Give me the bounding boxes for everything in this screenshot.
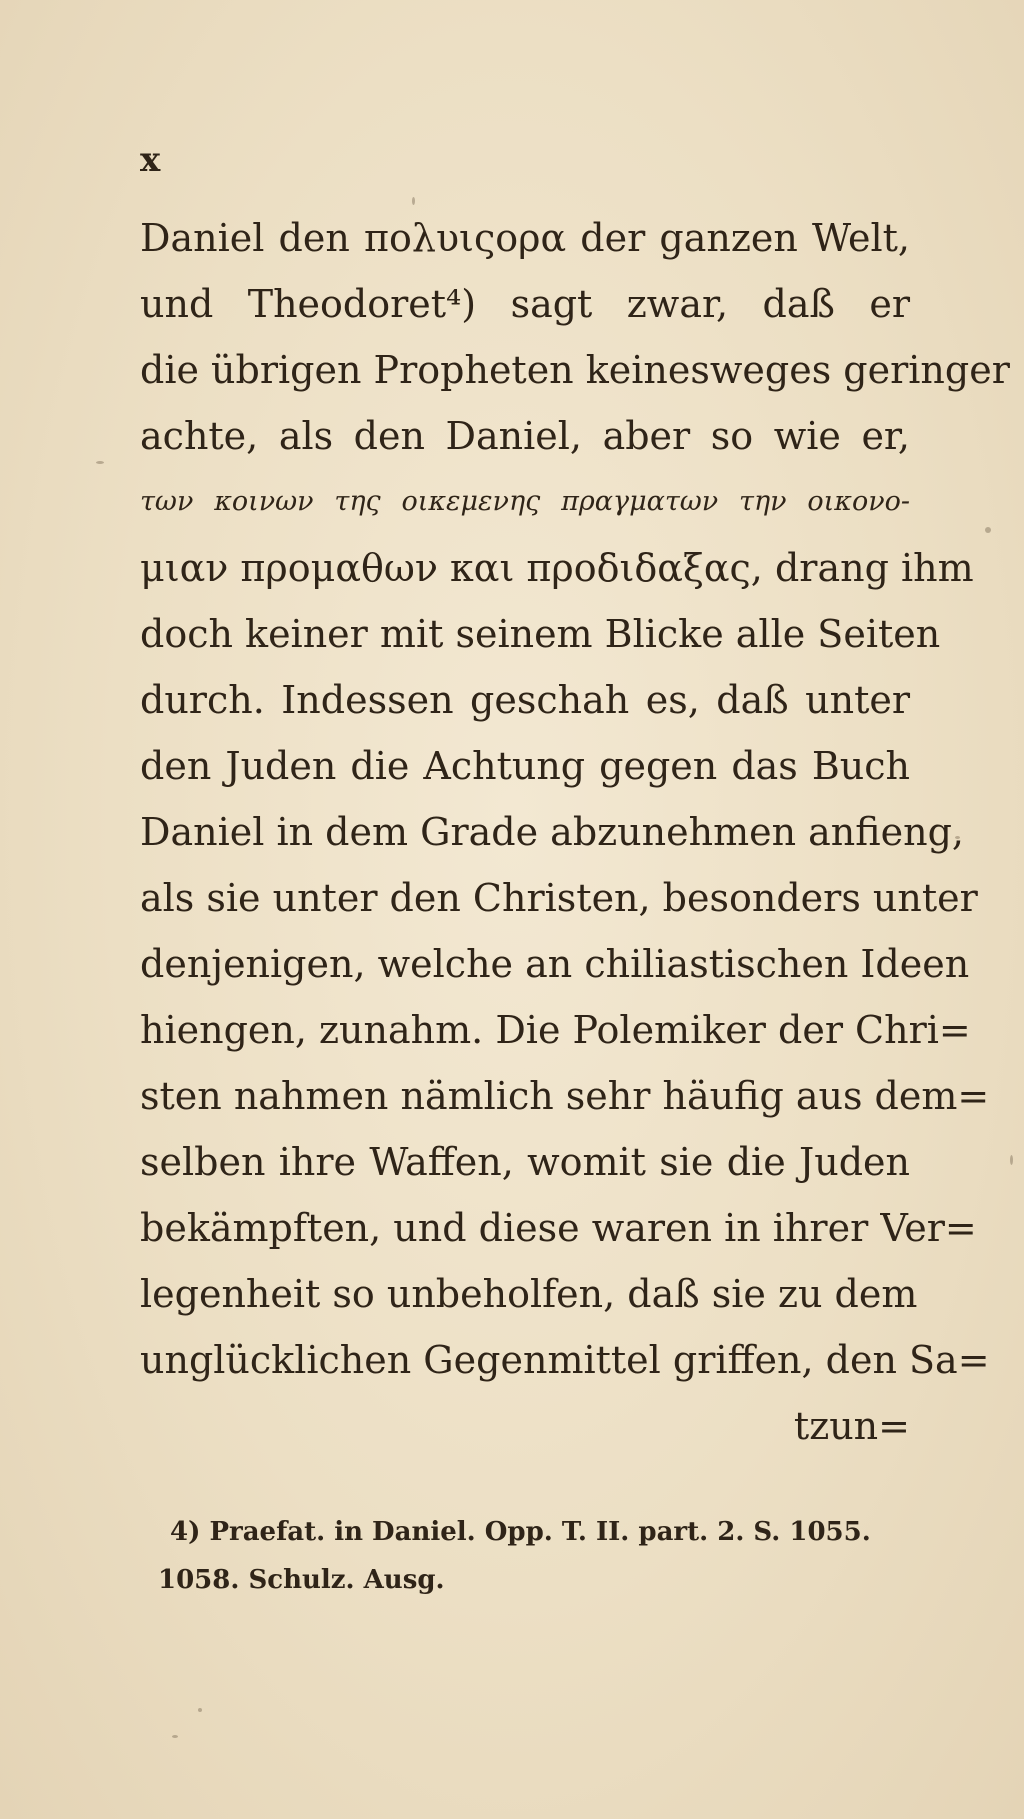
- page-number: x: [140, 140, 162, 180]
- paper-speck: [96, 461, 104, 464]
- paper-speck: [955, 836, 960, 839]
- paper-speck: [985, 527, 991, 533]
- text-line: Daniel den πολυιςορα der ganzen Welt,: [140, 216, 910, 260]
- text-line: hiengen, zunahm. Die Polemiker der Chri=: [140, 1008, 971, 1052]
- text-line: μιαν προμαθων και προδιδαξας, drang ihm: [140, 546, 974, 590]
- text-line: legenheit so unbeholfen, daß sie zu dem: [140, 1272, 918, 1316]
- text-line: doch keiner mit seinem Blicke alle Seiten: [140, 612, 941, 656]
- text-line: bekämpften, und diese waren in ihrer Ver=: [140, 1206, 977, 1250]
- footnote-line: 1058. Schulz. Ausg.: [158, 1565, 445, 1595]
- paper-speck: [1010, 1155, 1013, 1165]
- text-line: als sie unter den Christen, besonders unter: [140, 876, 978, 920]
- text-line: sten nahmen nämlich sehr häufig aus dem=: [140, 1074, 990, 1118]
- text-line: denjenigen, welche an chiliastischen Ideen: [140, 942, 970, 986]
- paper-speck: [172, 1735, 178, 1738]
- body-text: [140, 205, 1010, 1459]
- footnotes: [158, 1508, 910, 1604]
- catchword: tzun=: [793, 1404, 910, 1448]
- text-line: selben ihre Waffen, womit sie die Juden: [140, 1140, 910, 1184]
- text-line: die übrigen Propheten keinesweges geringer: [140, 348, 1010, 392]
- text-line: achte, als den Daniel, aber so wie er,: [140, 414, 910, 458]
- greek-text-line: των κοινων της οικεμενης πραγματων την οικονο-: [140, 486, 910, 517]
- text-line: den Juden die Achtung gegen das Buch: [140, 744, 910, 788]
- paper-speck: [412, 197, 415, 205]
- text-line: Daniel in dem Grade abzunehmen anfieng,: [140, 810, 964, 854]
- text-line: durch. Indessen geschah es, daß unter: [140, 678, 910, 722]
- text-line: und Theodoret⁴) sagt zwar, daß er: [140, 282, 910, 326]
- paper-speck: [198, 1708, 202, 1712]
- footnote-line: 4) Praefat. in Daniel. Opp. T. II. part. 2. S. 1055.: [170, 1517, 871, 1547]
- text-line: unglücklichen Gegenmittel griffen, den Sa=: [140, 1338, 990, 1382]
